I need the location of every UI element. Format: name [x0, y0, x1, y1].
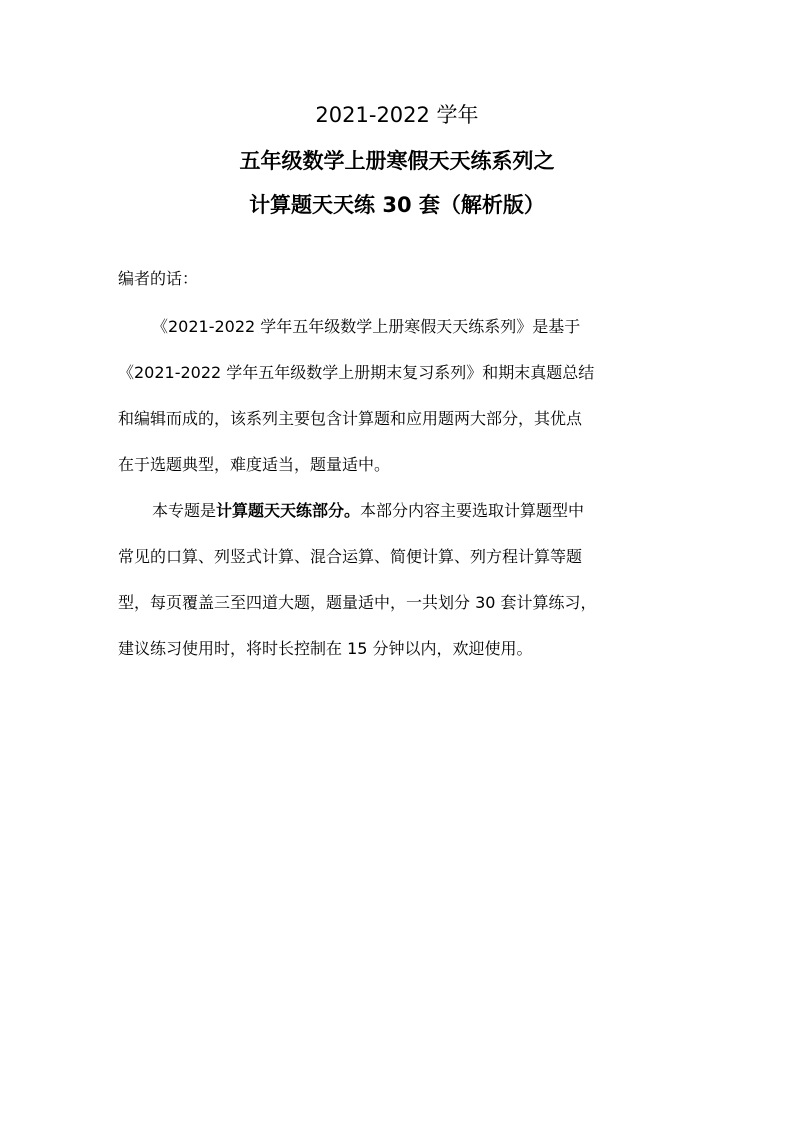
paragraph-2-rest: 本部分内容主要选取计算题型中: [360, 501, 585, 520]
paragraph-2-first-line: [118, 494, 678, 528]
editor-note-heading: 编者的话：: [118, 269, 199, 288]
title-year: 2021-2022 学年: [315, 103, 479, 127]
paragraph-1-line: 《2021-2022 学年五年级数学上册期末复习系列》和期末真题总结: [118, 363, 595, 382]
editor-note: [118, 262, 678, 666]
paragraph-2: [118, 494, 678, 666]
paragraph-2-prefix: 本专题是: [152, 501, 217, 520]
document-title: [0, 100, 794, 220]
paragraph-1-line: 和编辑而成的，该系列主要包含计算题和应用题两大部分，其优点: [118, 409, 583, 428]
title-series: 五年级数学上册寒假天天练系列之: [239, 149, 555, 173]
paragraph-2-line: 建议练习使用时，将时长控制在 15 分钟以内，欢迎使用。: [118, 639, 533, 658]
paragraph-2-line: 常见的口算、列竖式计算、混合运算、简便计算、列方程计算等题: [118, 547, 583, 566]
paragraph-1-line: 在于选题典型，难度适当，题量适中。: [118, 455, 391, 474]
paragraph-2-emphasis: 计算题天天练部分。: [216, 501, 361, 520]
paragraph-2-line: 型，每页覆盖三至四道大题，题量适中，一共划分 30 套计算练习，: [118, 593, 597, 612]
paragraph-1-line: 《2021-2022 学年五年级数学上册寒假天天练系列》是基于: [152, 317, 581, 336]
paragraph-1: [118, 310, 678, 482]
title-subject: 计算题天天练 30 套（解析版）: [249, 193, 545, 217]
